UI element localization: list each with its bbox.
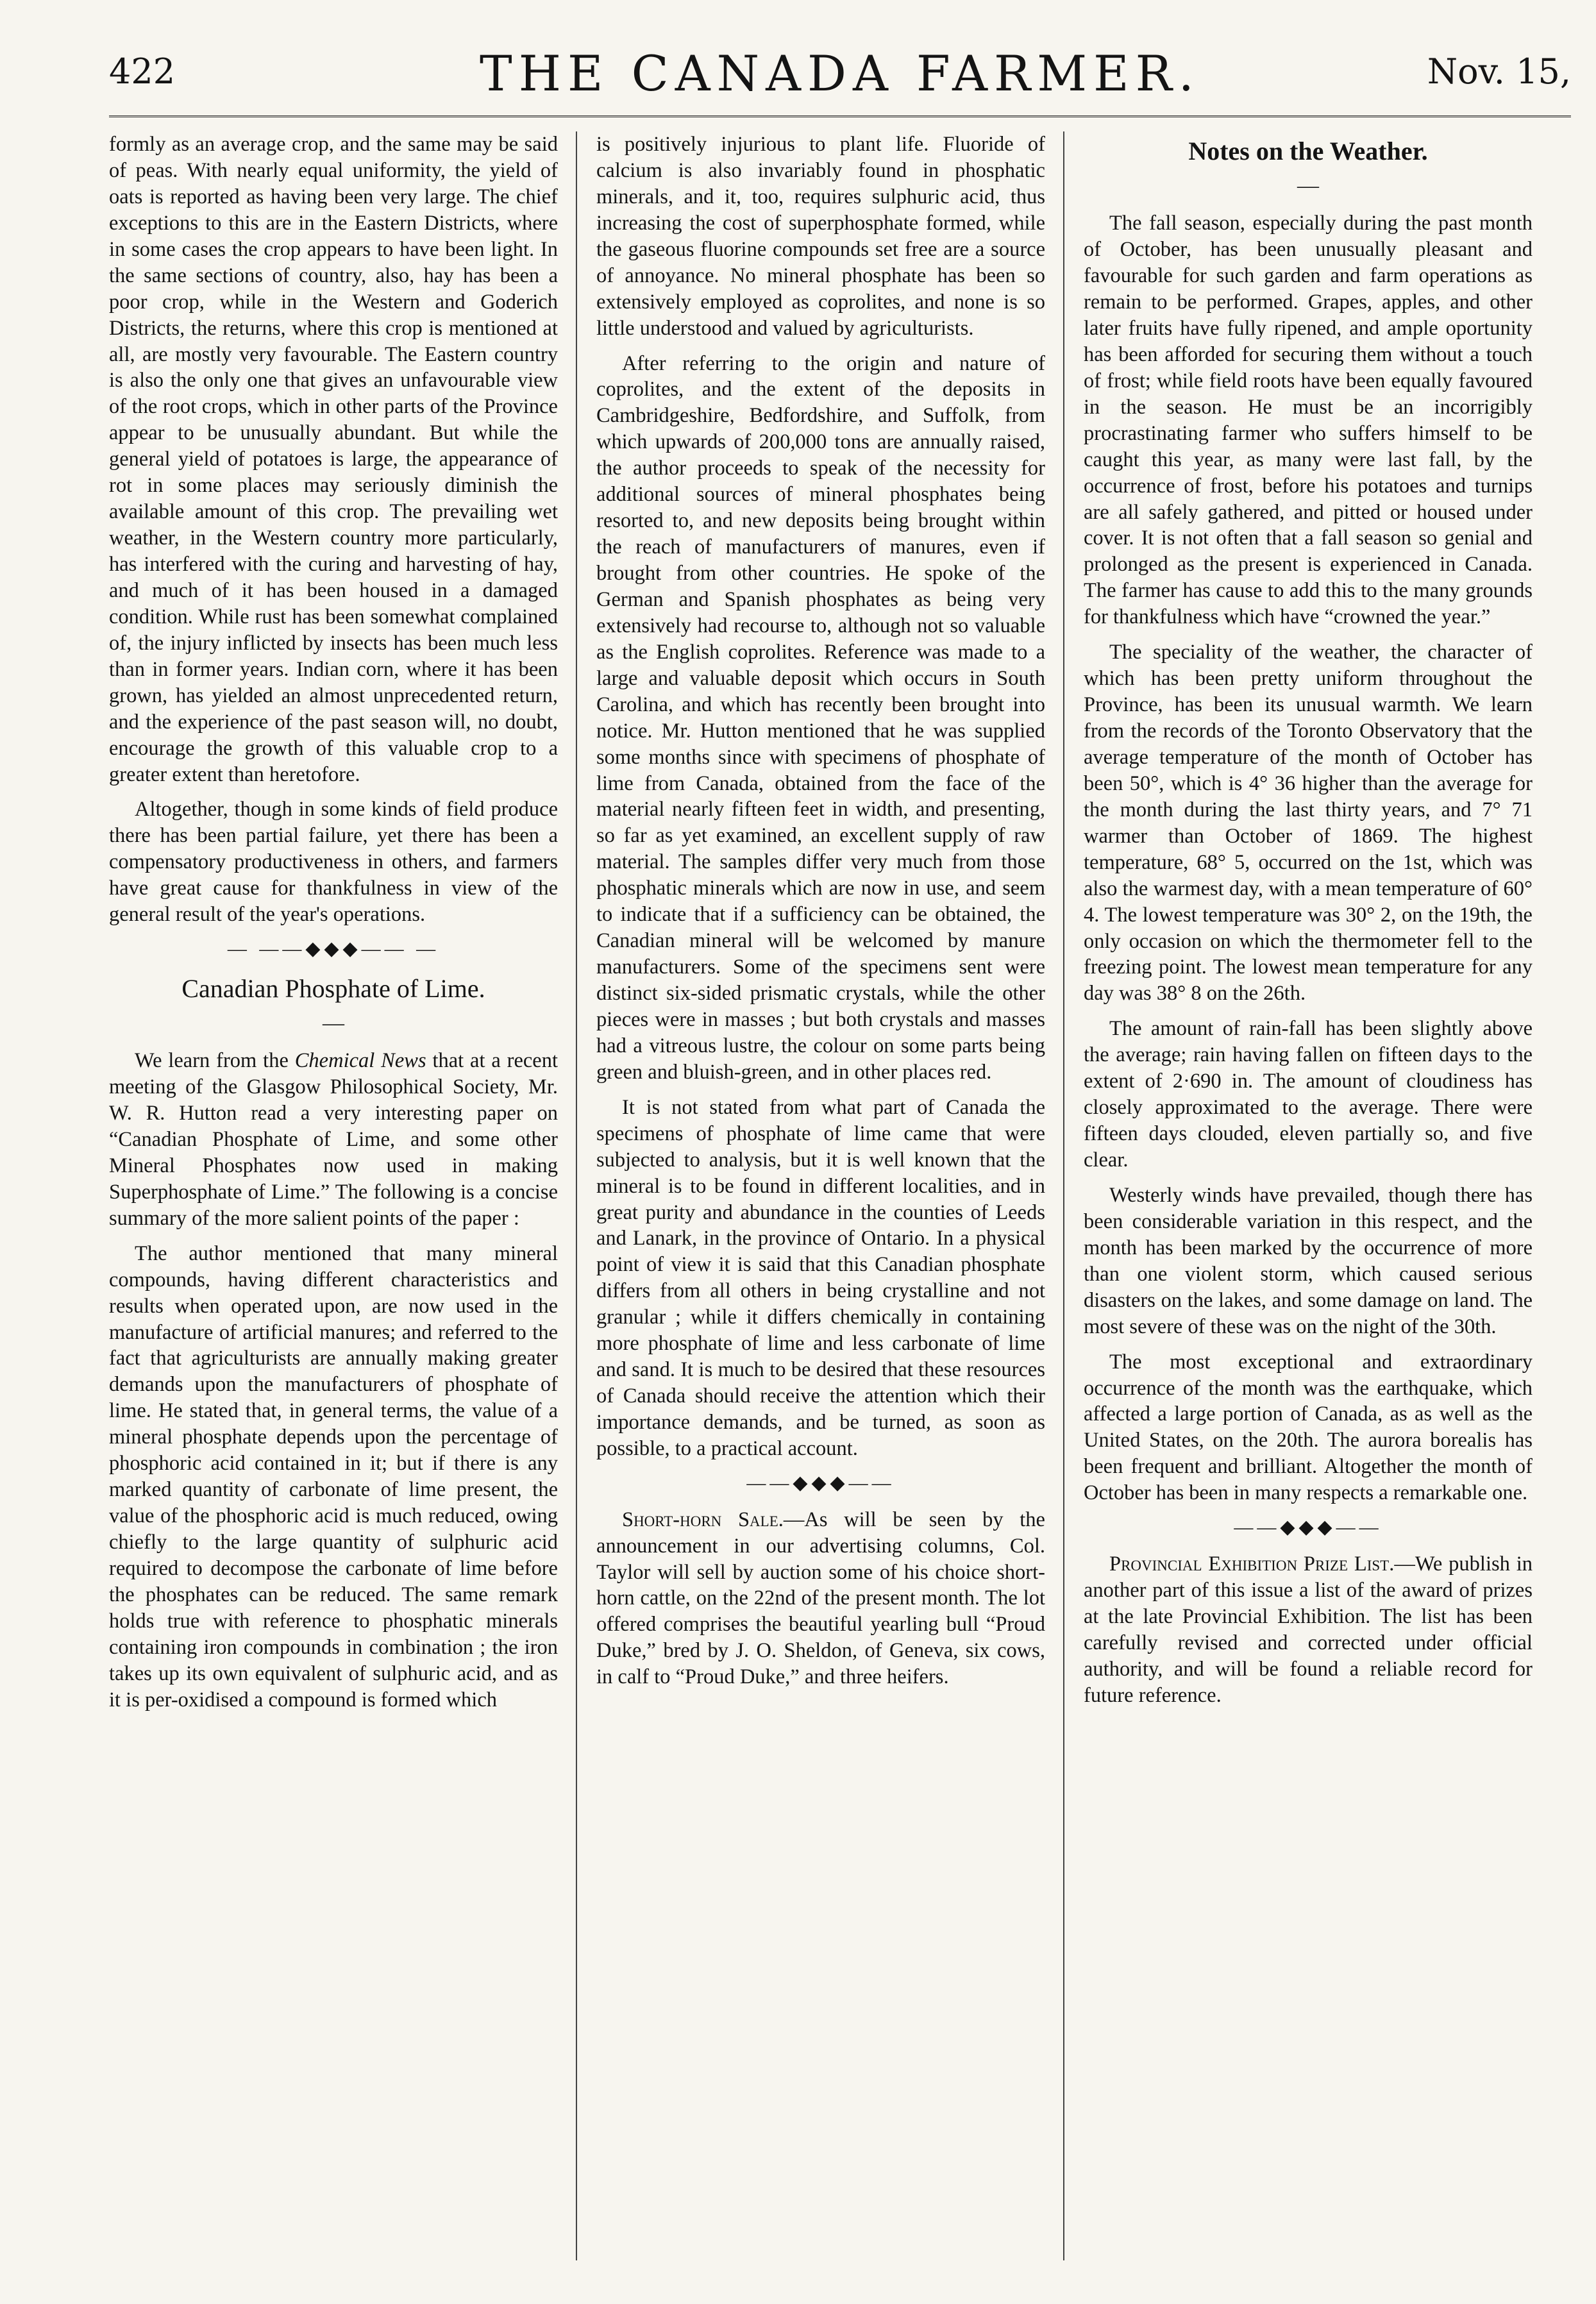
article-paragraph: The amount of rain-fall has been slightly above the average; rain having fallen on fifteen days to the extent of 2·690 in. The amount of cloudiness has closely approximated to the average. There were fifteen days clouded, eleven partially so, and five clear. — [1084, 1017, 1533, 1172]
crop-report-paragraph: formly as an average crop, and the same may be said of peas. With nearly equal uniformity, the yield of oats is reported as having been very large. The chief exceptions to this are in the Eastern Districts, where in some cases the crop appears to have been light. In the same sections of country, also, hay has been a poor crop, while in the Western and Goderich Districts, the returns, where this crop is mentioned at all, are mostly very favourable. The Eastern country is also the only one that gives an unfavourable view of the root crops, which in other parts of the Province appear to be unusually abundant. But while the general yield of potatoes is large, the appearance of rot in some places may seriously diminish the available amount of this crop. The prevailing wet weather, in the Western country more particularly, has interfered with the curing and harvesting of hay, and much of it has been housed in a damaged condition. While rust has been somewhat complained of, the injury inflicted by insects has been much less than in former years. Indian corn, where it has been grown, has yielded an almost unprecedented return, and the experience of the past season will, no doubt, encourage the growth of this valuable crop to a greater extent than heretofore. — [109, 133, 558, 786]
column-rule — [576, 131, 577, 2260]
newspaper-title: THE CANADA FARMER. — [480, 45, 1200, 102]
article-paragraph: The fall season, especially during the past month of October, has been unusually pleasant and favourable for such garden and farm operations as remain to be performed. Grapes, apples, and other later fruits have fully ripened, and ample oportunity has been afforded for securing them without a touch of frost; while field roots have been equally favoured in the season. He must be an incorrigibly procrastinating farmer who suffers himself to be caught this year, as many were last fall, by the occurrence of frost, before his potatoes and turnips are all safely gathered, and pitted or housed under cover. It is not often that a fall season so genial and prolonged as the present is experienced in Canada. The farmer has cause to add this to the many grounds for thankfulness which have “crowned the year.” — [1084, 212, 1533, 629]
article-paragraph: After referring to the origin and nature of coprolites, and the extent of the deposits in Cambridgeshire, Bedfordshire, and Suffolk, from which upwards of 200,000 tons are annually raised, the author proceeds to speak of the necessity for additional sources of mineral phosphates being resorted to, and new deposits being brought within the reach of manufacturers of manures, even if brought from other countries. He spoke of the German and Spanish phosphates as being very extensively had recourse to, although not so valuable as the English coprolites. Reference was made to a large and valuable deposit which occurs in South Carolina, and which has recently been brought into notice. Mr. Hutton mentioned that he was supplied some months since with specimens of phosphate of lime from Canada, obtained from the face of the material nearly fifteen feet in width, and presenting, so far as yet examined, an excellent supply of raw material. The samples differ very much from those phosphatic minerals which are now in use, and seem to indicate that if a sufficiency can be obtained, the Canadian mineral will be welcomed by manure manufacturers. Some of the specimens sent were distinct six-sided prismatic crystals, while the other pieces were in masses ; but both crystals and masses had a vitreous lustre, the colour on some parts being green and bluish-green, and in other places red. — [596, 351, 1045, 1084]
article-paragraph: is positively injurious to plant life. Fluoride of calcium is also invariably found in phosphatic minerals, and it, too, requires sulphuric acid, thus increasing the cost of superphosphate formed, while the gaseous fluorine compounds set free are a source of annoyance. No mineral phosphate has been so extensively employed as coprolites, and none is so little understood and valued by agriculturists. — [596, 133, 1045, 340]
column-1 — [109, 131, 558, 2260]
crop-report-paragraph: Altogether, though in some kinds of field produce there has been partial failure, yet there has been a compensatory productiveness in others, and farmers have great cause for thankfulness in view of the general result of the year's operations. — [109, 798, 558, 927]
notice-lead: Short-horn Sale. — [622, 1508, 784, 1531]
article-heading: Canadian Phosphate of Lime. — [181, 973, 485, 1003]
article-paragraph: The author mentioned that many mineral compounds, having different characteristics and results when operated upon, are now used in the manufacture of artificial manures; and referred to the fact that agriculturists are annually making greater demands upon the manufacturers of phosphate of lime. He stated that, in general terms, the value of a mineral phosphate depends upon the percentage of phosphoric acid contained in it; but if there is any marked quantity of carbonate of lime present, the value of the phosphoric acid is much reduced, owing chiefly to the large quantity of sulphuric acid required to decompose the carbonate of lime before the phosphates can be reduced. The same remark holds true with reference to phosphatic minerals containing iron compounds in combination ; the iron takes up its own equivalent of sulphuric acid, and as it is per-oxidised a compound is formed which — [109, 1241, 558, 1711]
article-paragraph: We learn from the Chemical News that at a recent meeting of the Glasgow Philosophical Society, Mr. W. R. Hutton read a very interesting paper on “Canadian Phosphate of Lime, and some other Mineral Phosphates now used in making Superphosphate of Lime.” The following is a concise summary of the more salient points of the paper : — [109, 1049, 558, 1230]
article-paragraph: It is not stated from what part of Canada the specimens of phosphate of lime came that were subjected to analysis, but it is well known that the mineral is to be found in different localities, and in great purity and abundance in the counties of Leeds and Lanark, in the province of Ontario. In a physical point of view it is said that this Canadian phosphate differs from all others in being crystalline and not granular ; while it differs chemically in containing more phosphate of lime and less carbonate of lime and sand. It is much to be desired that these resources of Canada should receive the attention which their importance demands, and be turned, as soon as possible, to a practical account. — [596, 1095, 1045, 1460]
article-heading: Notes on the Weather. — [1188, 137, 1428, 165]
article-paragraph: The speciality of the weather, the character of which has been pretty uniform throughout the Province, has been its unusual warmth. We learn from the records of the Toronto Observatory that the average temperature of the month of October has been 50°, which is 4° 36 higher than the average for the month during the last thirty years, and 7° 71 warmer than October of 1869. The highest temperature, 68° 5, occurred on the 1st, which was also the warmest day, with a mean temperature of 60° 4. The lowest temperature was 30° 2, on the 19th, the only occasion on which the thermometer fell to the freezing point. The lowest mean temperature for any day was 38° 8 on the 26th. — [1084, 641, 1533, 1005]
article-paragraph: Westerly winds have prevailed, though there has been considerable variation in this respect, and the month has been marked by the occurrence of more than one violent storm, which caused serious disasters on the lakes, and some damage on land. The most severe of these was on the night of the 30th. — [1084, 1183, 1533, 1338]
section-ornament: — ——◆◆◆—— — — [227, 938, 440, 960]
heading-dash: — — [1297, 174, 1319, 198]
section-ornament: ——◆◆◆—— — [1234, 1517, 1382, 1538]
journal-name: Chemical News — [294, 1049, 426, 1073]
article-paragraph: The most exceptional and extraordinary occurrence of the month was the earthquake, which affected a large portion of Canada, as as well as the United States, on the 20th. The aurora borealis has been frequent and brilliant. Altogether the month of October has been in many respects a remarkable one. — [1084, 1350, 1533, 1505]
column-rule — [1063, 131, 1064, 2260]
page-number: 422 — [109, 51, 176, 92]
notice-paragraph: Provincial Exhibition Prize List.—We publish in another part of this issue a list of the award of prizes at the late Provincial Exhibition. The list has been carefully revised and corrected under official authority, and will be found a reliable record for future reference. — [1084, 1552, 1533, 1707]
masthead — [109, 45, 1571, 117]
column-2 — [596, 131, 1045, 2260]
heading-dash: — — [323, 1011, 344, 1036]
notice-paragraph: Short-horn Sale.—As will be seen by the announcement in our advertising columns, Col. Taylor will sell by auction some of his choice short-horn cattle, on the 22nd of the present month. The lot offered comprises the beautiful yearling bull “Proud Duke,” bred by J. O. Sheldon, of Geneva, six cows, in calf to “Proud Duke,” and three heifers. — [596, 1508, 1045, 1689]
column-3 — [1084, 131, 1533, 2260]
notice-lead: Provincial Exhibition Prize List. — [1109, 1552, 1395, 1576]
section-ornament: ——◆◆◆—— — [746, 1472, 895, 1493]
issue-date: Nov. 15, — [1427, 51, 1571, 92]
